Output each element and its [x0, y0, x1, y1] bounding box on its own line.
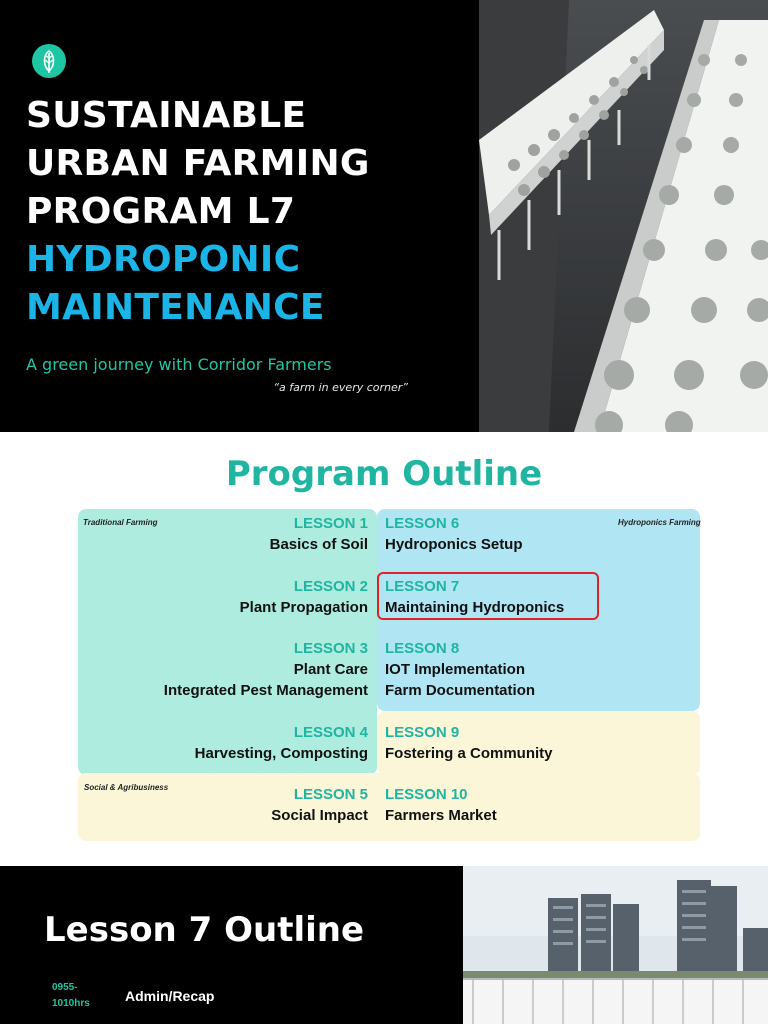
leaf-icon — [32, 44, 66, 78]
lesson-name: IOT Implementation — [385, 661, 526, 678]
lesson-number: LESSON 10 — [385, 786, 468, 803]
lesson-name: Plant Care — [293, 661, 368, 678]
lesson-2 — [240, 576, 368, 618]
lesson-name: Fostering a Community — [385, 745, 553, 762]
cover-slide — [0, 0, 768, 432]
tagline-quote: “a farm in every corner” — [273, 381, 408, 394]
area-label-hydroponics: Hydroponics Farming — [618, 518, 701, 527]
subtitle-line: MAINTENANCE — [26, 287, 325, 328]
lesson-1 — [270, 513, 368, 555]
lesson-number: LESSON 7 — [385, 578, 460, 595]
lesson-name: Social Impact — [271, 807, 368, 824]
lesson-name: Maintaining Hydroponics — [385, 599, 565, 616]
lesson-5 — [271, 784, 368, 826]
lesson-number: LESSON 8 — [385, 640, 460, 657]
agenda-time-line: 0955- — [52, 982, 78, 993]
agenda-time-line: 1010hrs — [52, 998, 90, 1009]
lesson-outline-slide — [0, 866, 768, 1024]
lesson-10 — [385, 784, 497, 826]
lesson-number: LESSON 5 — [293, 786, 368, 803]
lesson-name: Farmers Market — [385, 807, 497, 824]
agenda-item: Admin/Recap — [125, 988, 215, 1004]
cover-title — [26, 92, 476, 332]
current-lesson-highlight — [377, 572, 599, 620]
outline-title: Program Outline — [225, 454, 543, 494]
lesson-number: LESSON 6 — [385, 515, 460, 532]
lesson-6 — [385, 513, 523, 555]
lesson-8 — [385, 638, 535, 701]
tagline: A green journey with Corridor Farmers — [26, 355, 332, 374]
lesson-4 — [195, 722, 368, 764]
subtitle-line: HYDROPONIC — [26, 239, 301, 280]
lesson-3 — [164, 638, 368, 701]
lesson-name: Farm Documentation — [385, 682, 536, 699]
area-label-traditional: Traditional Farming — [83, 518, 158, 527]
lesson-name: Basics of Soil — [269, 536, 368, 553]
program-outline — [0, 432, 768, 866]
lesson-name: Plant Propagation — [239, 599, 368, 616]
lesson-9 — [385, 722, 553, 764]
lesson-number: LESSON 3 — [293, 640, 368, 657]
lesson-name: Integrated Pest Management — [163, 682, 368, 699]
lesson-name: Hydroponics Setup — [385, 536, 523, 553]
title-line: SUSTAINABLE — [26, 95, 307, 136]
hydroponic-towers-photo — [479, 0, 768, 432]
area-label-social: Social & Agribusiness — [84, 783, 169, 792]
lesson-number: LESSON 2 — [293, 578, 368, 595]
lesson-outline-title: Lesson 7 Outline — [44, 910, 365, 950]
city-rooftop-photo — [463, 866, 768, 1024]
lesson-number: LESSON 1 — [293, 515, 368, 532]
lesson-number: LESSON 9 — [385, 724, 460, 741]
title-line: URBAN FARMING — [26, 143, 370, 184]
lesson-number: LESSON 4 — [293, 724, 368, 741]
agenda-time — [52, 980, 107, 1012]
title-line: PROGRAM L7 — [26, 191, 296, 232]
lesson-name: Harvesting, Composting — [194, 745, 368, 762]
